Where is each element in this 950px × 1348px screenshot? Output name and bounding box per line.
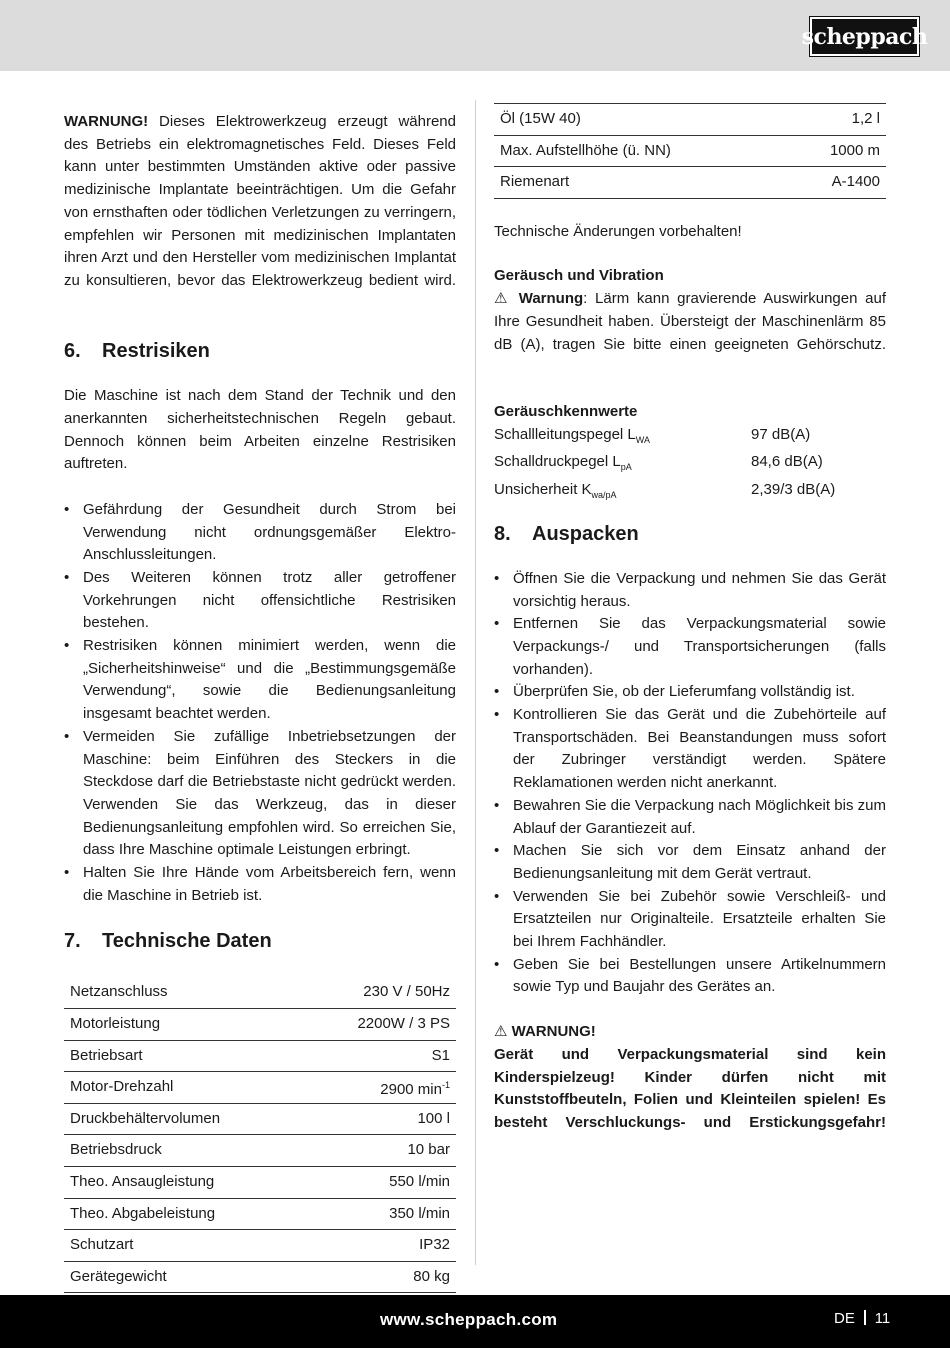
spec-label: Gerätegewicht xyxy=(64,1261,302,1293)
language-code: DE xyxy=(834,1310,855,1327)
table-row xyxy=(64,1261,456,1293)
spec-label: Motor-Drehzahl xyxy=(64,1072,302,1104)
noise-values-heading xyxy=(494,401,886,424)
spec-label: Öl (15W 40) xyxy=(494,104,787,136)
section-8-heading xyxy=(494,521,886,547)
spec-value-text: 2900 min xyxy=(380,1080,442,1098)
table-row xyxy=(64,1040,456,1072)
spec-label: Druckbehältervolumen xyxy=(64,1103,302,1135)
list-item: • Überprüfen Sie, ob der Lieferumfang vollständig ist. xyxy=(494,681,886,704)
spec-value xyxy=(787,104,886,136)
table-row xyxy=(64,1167,456,1199)
spec-value xyxy=(302,1230,456,1262)
noise-value: 84,6 dB(A) xyxy=(751,453,823,471)
table-row xyxy=(64,1135,456,1167)
noise-heading-text: Geräusch und Vibration xyxy=(494,267,664,285)
section-6-intro: Die Maschine ist nach dem Stand der Technik und den anerkannten sicherheitstechnischen Regeln gebaut. Dennoch können beim Arbeiten einzelne Restrisiken auftreten. xyxy=(64,387,456,473)
spec-label: Betriebsart xyxy=(64,1040,302,1072)
list-item: • Verwenden Sie bei Zubehör sowie Verschleiß- und Ersatzteilen nur Originalteile. Ersatzteile erhalten Sie bei Ihrem Fachhändler. xyxy=(494,886,886,954)
noise-value-row xyxy=(494,424,886,452)
spec-value xyxy=(302,1198,456,1230)
spec-value xyxy=(302,1261,456,1293)
header-bar xyxy=(0,0,950,71)
list-item: • Halten Sie Ihre Hände vom Arbeitsbereich fern, wenn die Maschine in Betrieb ist. xyxy=(64,862,456,907)
section-8-title: Auspacken xyxy=(532,522,639,545)
spec-label: Theo. Ansaugleistung xyxy=(64,1167,302,1199)
tech-data-table-continued xyxy=(494,103,886,199)
spec-value-text: 350 l/min xyxy=(389,1204,450,1222)
section-6-title: Restrisiken xyxy=(102,340,210,363)
list-item: • Geben Sie bei Bestellungen unsere Artikelnummern sowie Typ und Baujahr des Gerätes an. xyxy=(494,954,886,999)
noise-label-text: Schallleitungspegel L xyxy=(494,425,636,443)
spec-value xyxy=(302,1009,456,1041)
spec-value-text: 2200W / 3 PS xyxy=(357,1015,450,1033)
noise-warning-text: : Lärm kann gravierende Auswirkungen auf Ihre Gesundheit haben. Übersteigt der Maschinenlärm 85 dB (A), tragen Sie bitte einen geeigneten Gehörschutz. xyxy=(494,290,887,353)
column-divider xyxy=(475,100,476,1265)
left-column xyxy=(64,100,456,1293)
list-item: • Öffnen Sie die Verpackung und nehmen Sie das Gerät vorsichtig heraus. xyxy=(494,568,886,613)
table-row xyxy=(494,167,886,199)
list-item: • Entfernen Sie das Verpackungsmaterial sowie Verpackungs-/ und Transportsicherungen (falls vorhanden). xyxy=(494,613,886,681)
spec-value-text: 10 bar xyxy=(407,1141,450,1159)
noise-value-label xyxy=(494,479,751,507)
table-row xyxy=(64,1103,456,1135)
noise-value: 2,39/3 dB(A) xyxy=(751,481,836,499)
spec-value-text: A-1400 xyxy=(831,173,880,191)
section-7-heading xyxy=(64,928,456,954)
emf-warning xyxy=(64,111,456,315)
section-6-number: 6. xyxy=(64,340,81,363)
table-row xyxy=(494,135,886,167)
spec-label: Netzanschluss xyxy=(64,978,302,1009)
spec-label: Betriebsdruck xyxy=(64,1135,302,1167)
noise-label-subscript: wa/pA xyxy=(591,490,617,501)
spec-value-text: IP32 xyxy=(419,1236,450,1254)
noise-value-label xyxy=(494,451,751,479)
noise-warning xyxy=(494,288,886,379)
noise-values-heading-text: Geräuschkennwerte xyxy=(494,403,638,420)
noise-warning-label: Warnung xyxy=(518,290,584,308)
spec-value xyxy=(302,1072,456,1104)
list-item: • Machen Sie sich vor dem Einsatz anhand der Bedienungsanleitung mit dem Gerät vertraut. xyxy=(494,840,886,885)
final-warning-text: Gerät und Verpackungsmaterial sind kein Kinderspielzeug! Kinder dürfen nicht mit Kunststoffbeuteln, Folien und Kleinteilen spielen! Es besteht Verschluckungs- und Erstickungsgefahr! xyxy=(494,1045,886,1131)
noise-label-text: Unsicherheit K xyxy=(494,481,592,499)
noise-label-subscript: pA xyxy=(620,462,632,473)
spec-value xyxy=(787,135,886,167)
spec-label: Theo. Abgabeleistung xyxy=(64,1198,302,1230)
spec-value-text: 1,2 l xyxy=(851,109,880,127)
right-column xyxy=(494,103,886,1157)
spec-value xyxy=(302,978,456,1009)
noise-value-row xyxy=(494,479,886,507)
spec-value-text: 230 V / 50Hz xyxy=(363,983,450,1001)
spec-value-unit-exponent: -1 xyxy=(441,1079,450,1090)
page-number: 11 xyxy=(874,1310,891,1327)
spec-value xyxy=(787,167,886,199)
section-8-number: 8. xyxy=(494,522,511,545)
table-row xyxy=(64,1072,456,1104)
spec-value-text: 100 l xyxy=(417,1109,450,1127)
noise-label-subscript: WA xyxy=(635,434,650,445)
noise-value: 97 dB(A) xyxy=(751,425,811,443)
page-separator xyxy=(864,1310,866,1325)
table-row xyxy=(64,978,456,1009)
noise-value-row xyxy=(494,451,886,479)
spec-value-text: 1000 m xyxy=(829,141,880,159)
spec-label: Max. Aufstellhöhe (ü. NN) xyxy=(494,135,787,167)
section-7-number: 7. xyxy=(64,929,81,952)
risk-list xyxy=(64,499,456,908)
warning-triangle-icon: ⚠ xyxy=(494,290,511,308)
spec-value-text: 550 l/min xyxy=(389,1173,450,1190)
list-item: • Vermeiden Sie zufällige Inbetriebsetzungen der Maschine: beim Einführen des Steckers in die Steckdose darf die Betriebstaste nicht gedrückt werden. Verwenden Sie das Werkzeug, das in dieser Bedienungsanleitung empfohlen wird. So erreichen Sie, dass Ihre Maschine optimale Leistungen erbringt. xyxy=(64,726,456,862)
table-row xyxy=(64,1198,456,1230)
spec-label: Riemenart xyxy=(494,167,787,199)
logo-text: scheppach xyxy=(801,23,928,50)
final-warning-label xyxy=(494,1021,886,1044)
section-7-title: Technische Daten xyxy=(102,929,272,952)
spec-label: Motorleistung xyxy=(64,1009,302,1041)
footer-bar xyxy=(0,1295,950,1348)
list-item: • Des Weiteren können trotz aller getroffener Vorkehrungen nicht offensichtliche Restrisiken bestehen. xyxy=(64,567,456,635)
unpack-list xyxy=(494,568,886,999)
spec-value-text: S1 xyxy=(431,1046,450,1064)
section-6-heading xyxy=(64,338,456,364)
noise-value-label xyxy=(494,424,751,452)
final-warning-label-text: WARNUNG! xyxy=(511,1023,596,1041)
list-item: • Bewahren Sie die Verpackung nach Möglichkeit bis zum Ablauf der Garantiezeit auf. xyxy=(494,795,886,840)
footer-url[interactable]: www.scheppach.com xyxy=(380,1310,558,1329)
spec-value xyxy=(302,1040,456,1072)
list-item: • Kontrollieren Sie das Gerät und die Zubehörteile auf Transportschäden. Bei Beanstandungen muss sofort der Zubringer verständigt werden. Spätere Reklamationen werden nicht anerkannt. xyxy=(494,704,886,795)
tech-data-table xyxy=(64,978,456,1294)
noise-values xyxy=(494,424,886,507)
emf-warning-label: WARNUNG! xyxy=(64,113,149,130)
spec-value-text: 80 kg xyxy=(413,1267,450,1285)
emf-warning-text: Dieses Elektrowerkzeug erzeugt während des Betriebs ein elektromagnetisches Feld. Dieses Feld kann unter bestimmten Umständen aktive oder passive medizinische Implantate beeinträchtigen. Um die Gefahr von ernsthaften oder tödlichen Verletzungen zu verringern, empfehlen wir Personen mit medizinischen Implantaten ihren Arzt und den Hersteller vom medizinischen Implantat zu konsultieren, bevor das Elektrowerkzeug bedient wird. xyxy=(64,113,456,289)
list-item: • Restrisiken können minimiert werden, wenn die „Sicherheitshinweise“ und die „Bestimmungsgemäße Verwendung“, sowie die Bedienungsanleitung insgesamt beachtet werden. xyxy=(64,635,456,726)
changes-note: Technische Änderungen vorbehalten! xyxy=(494,222,742,240)
page-indicator xyxy=(834,1310,890,1327)
noise-label-text: Schalldruckpegel L xyxy=(494,453,621,471)
scheppach-logo xyxy=(801,17,928,56)
spec-value xyxy=(302,1135,456,1167)
spec-value xyxy=(302,1103,456,1135)
spec-label: Schutzart xyxy=(64,1230,302,1262)
table-row xyxy=(64,1009,456,1041)
spec-value xyxy=(302,1167,456,1199)
list-item: • Gefährdung der Gesundheit durch Strom bei Verwendung nicht ordnungsgemäßer Elektro-Anschlussleitungen. xyxy=(64,499,456,567)
noise-heading xyxy=(494,265,886,288)
warning-triangle-icon: ⚠ xyxy=(494,1023,508,1041)
table-row xyxy=(494,104,886,136)
table-row xyxy=(64,1230,456,1262)
